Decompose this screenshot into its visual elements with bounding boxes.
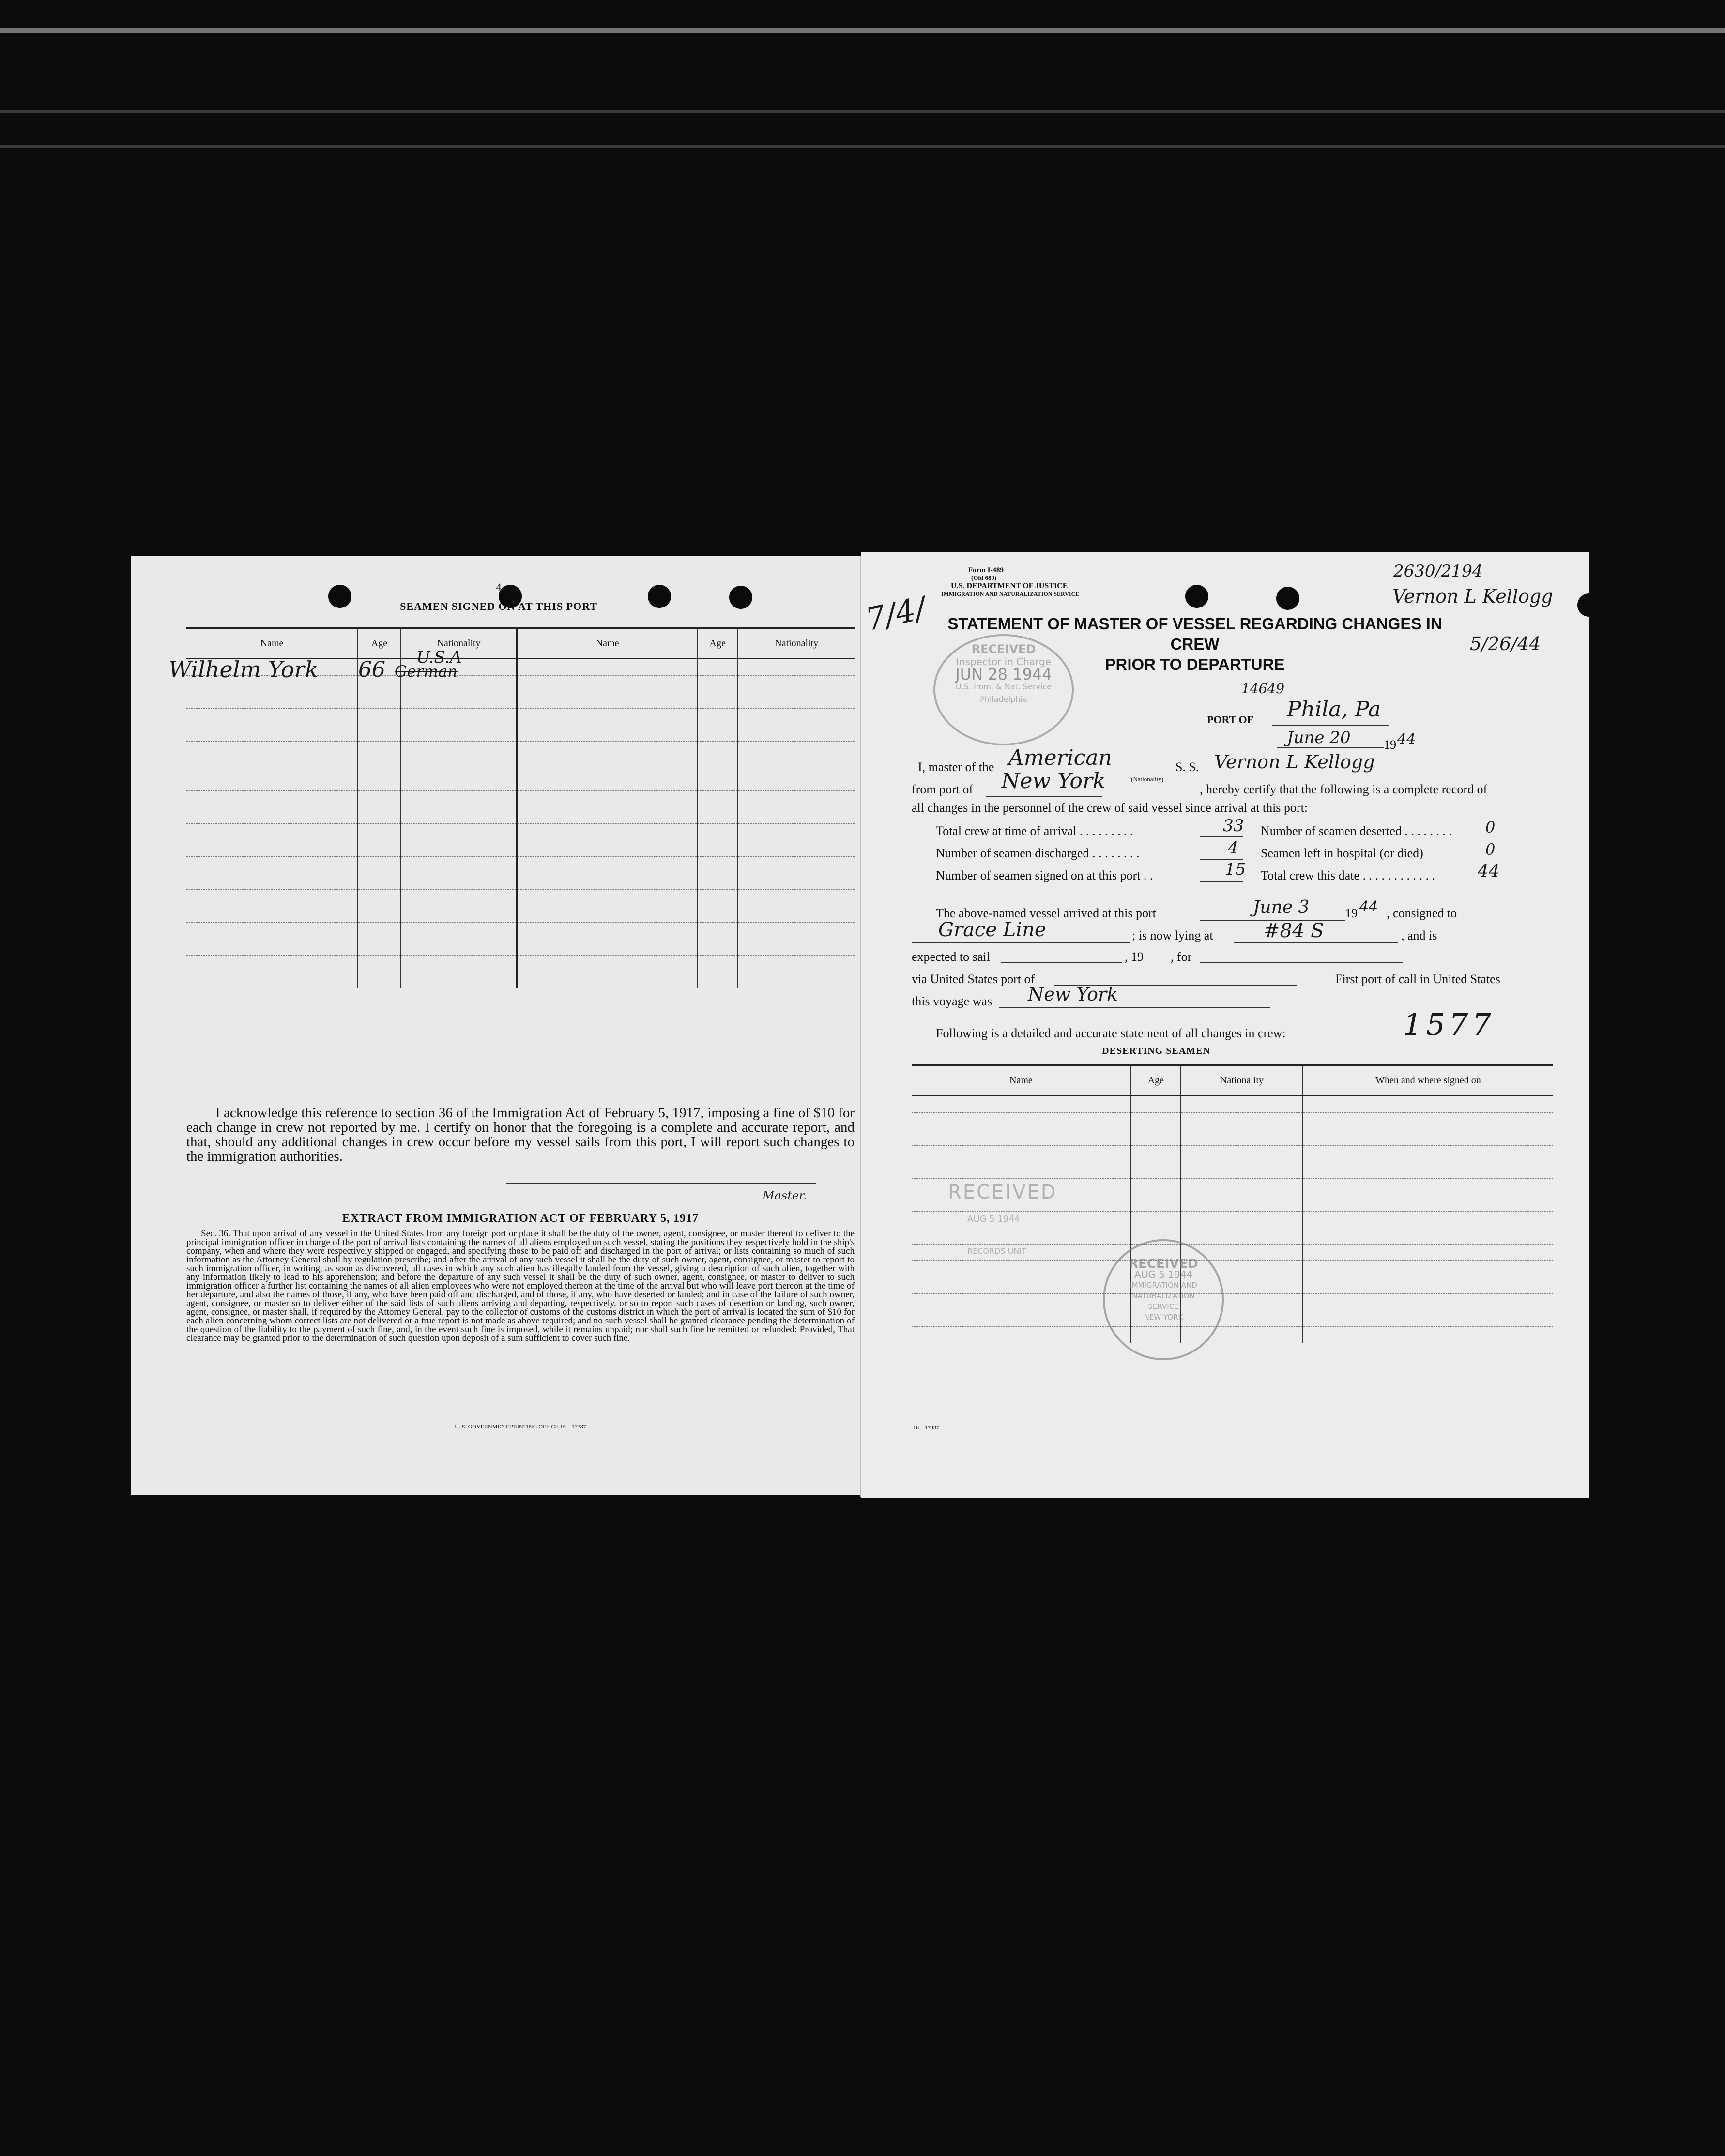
round-stamp-date: AUG 5 1944: [1134, 1269, 1193, 1280]
table-cell: [358, 774, 401, 791]
right-page: [861, 552, 1589, 1498]
table-cell: [517, 725, 697, 742]
column-header-age: Age: [697, 628, 738, 659]
table-cell: [1303, 1277, 1553, 1294]
for-label: , for: [1171, 950, 1192, 964]
master-signature-line: [506, 1183, 816, 1184]
table-cell: [186, 873, 358, 890]
punch-hole: [1185, 585, 1208, 608]
column-header-age: Age: [358, 628, 401, 659]
table-cell: [401, 923, 517, 939]
received-stamp: [933, 634, 1074, 745]
ship-name: Vernon L Kellogg: [1214, 751, 1375, 773]
consignee-line: [912, 942, 1130, 943]
received-stamp-city: Philadelphia: [980, 695, 1027, 704]
arrived-label: The above-named vessel arrived at this port: [936, 906, 1156, 920]
for-line: [1200, 962, 1403, 963]
table-cell: [1303, 1310, 1553, 1327]
table-cell: [1181, 1195, 1303, 1212]
printer-imprint: U. S. GOVERNMENT PRINTING OFFICE 16—17387: [455, 1423, 586, 1430]
table-cell: [1303, 1162, 1553, 1179]
and-is-label: , and is: [1401, 928, 1437, 942]
table-cell: [517, 840, 697, 857]
handwritten-ship-name: Vernon L Kellogg: [1392, 586, 1553, 607]
table-cell: [738, 906, 855, 923]
table-cell: [186, 758, 358, 774]
table-cell: [738, 791, 855, 807]
table-cell: [912, 1096, 1131, 1113]
table-row: [186, 807, 855, 824]
table-cell: [358, 956, 401, 972]
table-cell: [912, 1162, 1131, 1179]
punch-hole: [1577, 593, 1601, 617]
table-cell: [358, 725, 401, 742]
table-row: [186, 709, 855, 725]
handwritten-date: 5/26/44: [1470, 633, 1541, 654]
table-cell: [1131, 1096, 1181, 1113]
table-row: [186, 972, 855, 988]
table-cell: [517, 692, 697, 709]
table-cell: [186, 923, 358, 939]
handwritten-nationality: U.S.A: [416, 648, 462, 667]
table-cell: [1181, 1129, 1303, 1146]
table-cell: [358, 890, 401, 906]
table-row: [186, 824, 855, 840]
table-cell: [1131, 1113, 1181, 1129]
table-cell: [738, 840, 855, 857]
handwritten-file-number: 2630/2194: [1393, 562, 1483, 581]
signed-on-label: Number of seamen signed on at this port . .: [936, 868, 1153, 882]
voyage-value: New York: [1028, 984, 1118, 1005]
table-cell: [186, 725, 358, 742]
table-cell: [697, 923, 738, 939]
table-cell: [358, 906, 401, 923]
table-cell: [1303, 1179, 1553, 1195]
handwritten-number: 14649: [1241, 681, 1285, 697]
table-cell: [697, 807, 738, 824]
round-stamp-title: RECEIVED: [1129, 1257, 1198, 1271]
table-cell: [517, 972, 697, 988]
first-call-label: First port of call in United States: [1335, 972, 1500, 986]
table-cell: [1131, 1179, 1181, 1195]
table-cell: [401, 725, 517, 742]
table-cell: [738, 676, 855, 692]
total-crew-arrival-line: [1200, 836, 1243, 837]
table-cell: [697, 956, 738, 972]
table-cell: [912, 1146, 1131, 1162]
received-records-unit: RECORDS UNIT: [967, 1246, 1026, 1256]
table-cell: [517, 873, 697, 890]
table-cell: [401, 972, 517, 988]
table-cell: [912, 1327, 1131, 1343]
column-header-nationality: Nationality: [1181, 1065, 1303, 1096]
signed-on-line: [1200, 881, 1243, 882]
film-scratch-line: [0, 110, 1725, 113]
table-cell: [1181, 1179, 1303, 1195]
table-cell: [1181, 1212, 1303, 1228]
table-cell: [186, 956, 358, 972]
table-cell: [738, 725, 855, 742]
table-cell: [697, 676, 738, 692]
table-cell: [697, 692, 738, 709]
column-header-name: Name: [517, 628, 697, 659]
table-row: [186, 774, 855, 791]
table-cell: [358, 923, 401, 939]
table-row: [186, 692, 855, 709]
certify-text: , hereby certify that the following is a complete record of: [1200, 782, 1488, 796]
table-cell: [697, 758, 738, 774]
total-today-value: 44: [1478, 862, 1500, 881]
lying-value: #84 S: [1264, 920, 1324, 942]
section-title: SEAMEN SIGNED ON AT THIS PORT: [400, 600, 597, 612]
extract-title: EXTRACT FROM IMMIGRATION ACT OF FEBRUARY 5, 1917: [342, 1212, 699, 1225]
table-cell: [517, 857, 697, 873]
table-cell: [401, 873, 517, 890]
received-records-title: RECEIVED: [948, 1181, 1057, 1203]
port-line: [1272, 725, 1389, 726]
department: U.S. DEPARTMENT OF JUSTICE: [951, 582, 1068, 590]
table-cell: [358, 972, 401, 988]
film-scratch-line: [0, 145, 1725, 148]
table-cell: [517, 709, 697, 725]
table-cell: [358, 824, 401, 840]
form-number: Form I-489: [968, 566, 1004, 574]
via-label: via United States port of: [912, 972, 1035, 986]
total-today-label: Total crew this date . . . . . . . . . . . .: [1261, 868, 1435, 882]
table-row: [186, 906, 855, 923]
table-cell: [186, 972, 358, 988]
table-row: [186, 939, 855, 956]
received-stamp-date: JUN 28 1944: [955, 665, 1052, 683]
table-cell: [1131, 1162, 1181, 1179]
date-year-prefix: 19: [1384, 738, 1396, 752]
table-row: [912, 1146, 1553, 1162]
table-cell: [401, 709, 517, 725]
received-records-stamp: [948, 1181, 1057, 1256]
table-cell: [401, 857, 517, 873]
table-cell: [738, 890, 855, 906]
table-cell: [401, 824, 517, 840]
total-crew-arrival-label: Total crew at time of arrival . . . . . . . . .: [936, 824, 1133, 838]
table-cell: [517, 890, 697, 906]
table-cell: [358, 692, 401, 709]
nationality-caption: (Nationality): [1131, 775, 1164, 783]
arrived-year-prefix: 19: [1345, 906, 1358, 920]
table-row: [186, 725, 855, 742]
table-cell: [1181, 1146, 1303, 1162]
table-row: [912, 1096, 1553, 1113]
table-cell: [912, 1277, 1131, 1294]
table-cell: [738, 774, 855, 791]
table-cell: [401, 791, 517, 807]
table-cell: [186, 791, 358, 807]
table-cell: [1131, 1212, 1181, 1228]
handwritten-initials: 7/4/: [862, 590, 929, 638]
table-cell: [186, 906, 358, 923]
date-value: June 20: [1287, 728, 1351, 747]
table-cell: [358, 807, 401, 824]
table-cell: [1303, 1146, 1553, 1162]
arrived-year: 44: [1359, 898, 1378, 915]
table-cell: [1131, 1195, 1181, 1212]
column-header-name: Name: [912, 1065, 1131, 1096]
received-stamp-title: RECEIVED: [971, 642, 1036, 656]
table-cell: [697, 742, 738, 758]
table-cell: [912, 1113, 1131, 1129]
table-cell: [358, 939, 401, 956]
table-row: [912, 1129, 1553, 1146]
date-line: [1277, 747, 1384, 748]
form-title-line1: STATEMENT OF MASTER OF VESSEL REGARDING CHANGES IN CREW: [947, 615, 1442, 653]
discharged-label: Number of seamen discharged . . . . . . . .: [936, 846, 1140, 860]
hospital-value: 0: [1485, 840, 1496, 859]
master-label: Master.: [763, 1189, 807, 1202]
lying-label: ; is now lying at: [1132, 928, 1213, 942]
table-cell: [697, 791, 738, 807]
port-value: Phila, Pa: [1287, 697, 1381, 722]
deserted-value: 0: [1485, 818, 1496, 836]
acknowledgement-text: I acknowledge this reference to section 36 of the Immigration Act of February 5, 1917, imposing a fine of $10 for each change in crew not reported by me. I certify on honor that the foregoing is a complete and accurate report, and that, should any additional changes in crew occur before my vessel sails from this port, I will report such changes to the immigration authorities.: [186, 1105, 855, 1164]
table-cell: [1303, 1245, 1553, 1261]
arrived-value: June 3: [1253, 897, 1310, 917]
table-cell: [697, 906, 738, 923]
table-cell: [401, 890, 517, 906]
film-scratch-line: [0, 28, 1725, 33]
table-cell: [517, 939, 697, 956]
voyage-label: this voyage was: [912, 994, 992, 1008]
table-cell: [912, 1310, 1131, 1327]
table-cell: [1181, 1096, 1303, 1113]
table-cell: [401, 906, 517, 923]
table-cell: [517, 659, 697, 676]
port-label: PORT OF: [1207, 714, 1253, 726]
table-cell: [186, 742, 358, 758]
table-row: [186, 890, 855, 906]
table-cell: [358, 857, 401, 873]
table-cell: [738, 939, 855, 956]
expected-year: , 19: [1125, 950, 1144, 964]
table-row: [912, 1310, 1553, 1327]
table-cell: [1303, 1096, 1553, 1113]
table-cell: [1303, 1212, 1553, 1228]
signed-on-value: 15: [1225, 860, 1246, 879]
printer-imprint: 16—17387: [913, 1424, 939, 1431]
table-cell: [912, 1294, 1131, 1310]
table-cell: [738, 824, 855, 840]
table-cell: [1131, 1129, 1181, 1146]
table-cell: [186, 692, 358, 709]
punch-hole: [729, 586, 752, 609]
table-cell: [358, 758, 401, 774]
table-cell: [358, 840, 401, 857]
table-cell: [358, 791, 401, 807]
table-row: [186, 791, 855, 807]
table-cell: [401, 956, 517, 972]
table-cell: [738, 659, 855, 676]
table-cell: [1303, 1294, 1553, 1310]
received-stamp-office: Inspector in Charge: [956, 656, 1051, 668]
table-cell: [517, 807, 697, 824]
table-cell: [517, 906, 697, 923]
hospital-label: Seamen left in hospital (or died): [1261, 846, 1423, 860]
table-cell: [697, 725, 738, 742]
table-cell: [186, 857, 358, 873]
table-cell: [401, 939, 517, 956]
round-stamp-city: NEW YORK: [1144, 1313, 1183, 1321]
table-cell: [697, 659, 738, 676]
table-cell: [1181, 1113, 1303, 1129]
table-cell: [738, 758, 855, 774]
table-row: [912, 1261, 1553, 1277]
table-row: [186, 873, 855, 890]
column-header-age: Age: [1131, 1065, 1181, 1096]
table-cell: [738, 956, 855, 972]
table-cell: [1303, 1228, 1553, 1245]
from-port-label: from port of: [912, 782, 974, 796]
table-row: [186, 923, 855, 939]
table-cell: [186, 774, 358, 791]
certify-text-2: all changes in the personnel of the crew of said vessel since arrival at this port:: [912, 801, 1308, 815]
table-cell: [697, 840, 738, 857]
table-cell: [1181, 1162, 1303, 1179]
table-cell: [186, 890, 358, 906]
deserted-label: Number of seamen deserted . . . . . . . .: [1261, 824, 1452, 838]
table-cell: [738, 692, 855, 709]
table-cell: [517, 676, 697, 692]
table-cell: [401, 774, 517, 791]
table-cell: [517, 791, 697, 807]
table-cell: [1303, 1113, 1553, 1129]
table-cell: [401, 692, 517, 709]
table-cell: [401, 742, 517, 758]
table-row: [912, 1162, 1553, 1179]
table-cell: [517, 758, 697, 774]
table-row: [912, 1113, 1553, 1129]
total-crew-arrival-value: 33: [1223, 816, 1244, 835]
table-row: [912, 1294, 1553, 1310]
table-cell: [401, 807, 517, 824]
table-row: [186, 742, 855, 758]
table-row: [186, 857, 855, 873]
table-cell: [517, 774, 697, 791]
table-cell: [738, 923, 855, 939]
table-cell: [697, 972, 738, 988]
round-received-stamp: [1103, 1239, 1224, 1360]
table-cell: [738, 742, 855, 758]
form-title-line2: PRIOR TO DEPARTURE: [1105, 655, 1285, 673]
table-cell: [1181, 1228, 1303, 1245]
table-cell: [1131, 1146, 1181, 1162]
column-header-nationality: Nationality: [401, 628, 517, 659]
table-row: [912, 1277, 1553, 1294]
table-cell: [697, 939, 738, 956]
table-cell: [186, 824, 358, 840]
table-cell: [697, 873, 738, 890]
handwritten-seaman-age: 66: [358, 657, 385, 682]
table-cell: [358, 742, 401, 758]
master-of-label: I, master of the: [918, 760, 994, 774]
punch-hole: [1276, 587, 1299, 610]
table-cell: [697, 857, 738, 873]
handwritten-struck-nationality: German: [395, 662, 458, 681]
received-stamp-service: U.S. Imm. & Nat. Service: [955, 682, 1052, 691]
table-cell: [1303, 1261, 1553, 1277]
table-cell: [186, 840, 358, 857]
handwritten-code: 1577: [1403, 1007, 1495, 1042]
table-row: [912, 1327, 1553, 1343]
table-cell: [517, 824, 697, 840]
ss-label: S. S.: [1175, 760, 1199, 774]
from-port-value: New York: [1001, 769, 1106, 793]
table-cell: [517, 923, 697, 939]
expected-line: [1001, 962, 1122, 963]
table-cell: [517, 956, 697, 972]
table-cell: [401, 758, 517, 774]
nationality-value: American: [1008, 745, 1112, 770]
consignee-value: Grace Line: [938, 919, 1046, 941]
table-cell: [517, 742, 697, 758]
table-cell: [1303, 1327, 1553, 1343]
table-cell: [186, 939, 358, 956]
table-cell: [186, 807, 358, 824]
received-records-date: AUG 5 1944: [967, 1214, 1020, 1224]
table-row: [186, 956, 855, 972]
table-cell: [738, 709, 855, 725]
lying-line: [1234, 942, 1398, 943]
following-label: Following is a detailed and accurate statement of all changes in crew:: [936, 1026, 1286, 1040]
table-cell: [401, 840, 517, 857]
voyage-line: [999, 1007, 1270, 1008]
left-page: [131, 556, 867, 1495]
column-header-name: Name: [186, 628, 358, 659]
table-cell: [1303, 1129, 1553, 1146]
deserting-title: DESERTING SEAMEN: [1102, 1046, 1210, 1056]
discharged-value: 4: [1228, 838, 1238, 858]
table-cell: [738, 972, 855, 988]
table-cell: [912, 1129, 1131, 1146]
from-port-line: [986, 796, 1102, 797]
table-cell: [697, 709, 738, 725]
page-number: 4: [496, 581, 502, 593]
table-cell: [912, 1261, 1131, 1277]
table-cell: [358, 709, 401, 725]
table-row: [186, 840, 855, 857]
extract-text: Sec. 36. That upon arrival of any vessel in the United States from any foreign port or place it shall be the duty of the owner, agent, consignee, or master thereof to deliver to the principal immigration officer in charge of the port of arrival lists containing the names of all aliens employed on such vessel, stating the positions they respectively hold in the ship's company, when and where they were respectively shipped or engaged, and specifying those to be paid off and discharged in the port of arrival; or lists containing so much of such information as the Attorney General shall by regulation prescribe; and after the arrival of any such vessel it shall be the duty of such owner, agent, consignee, or master to report to such immigration officer, in writing, as soon as discovered, all cases in which any such alien has illegally landed from the vessel, giving a description of such alien, together with any information likely to lead to his apprehension; and before the departure of any such vessel it shall be the duty of such owner, agent, consignee, or master to deliver to such immigration officer a further list containing the names of all alien employees who were not employed thereon at the time of the arrival but who will leave port thereon at the time of her departure, and also the names of those, if any, who have been paid off and discharged, and of those, if any, who have deserted or landed; and in case of the failure of such owner, agent, consignee, or master so to deliver either of the said lists of such aliens arriving and departing, respectively, or so to report such cases of desertion or landing, such owner, agent, consignee, or master shall, if required by the Attorney General, pay to the collector of customs of the customs district in which the port of arrival is located the sum of $10 for each alien concerning whom correct lists are not delivered or a true report is not made as above required; and no such vessel shall be granted clearance pending the determination of the question of the liability to the payment of such fine, and, in the event such fine is imposed, while it remains unpaid; nor shall such fine be remitted or refunded: Provided, That clearance may be granted prior to the determination of such question upon deposit of a sum sufficient to cover such fine.: [186, 1229, 855, 1343]
table-cell: [738, 857, 855, 873]
table-cell: [358, 873, 401, 890]
column-header-nationality: Nationality: [738, 628, 855, 659]
date-year-suffix: 44: [1397, 731, 1416, 748]
handwritten-seaman-name: Wilhelm York: [168, 656, 319, 683]
service: IMMIGRATION AND NATURALIZATION SERVICE: [941, 591, 1080, 597]
table-cell: [697, 774, 738, 791]
table-cell: [738, 807, 855, 824]
table-row: [186, 758, 855, 774]
column-header-when-where: When and where signed on: [1303, 1065, 1553, 1096]
table-cell: [697, 890, 738, 906]
form-old-number: (Old 680): [971, 574, 997, 581]
expected-label: expected to sail: [912, 950, 990, 964]
table-cell: [186, 709, 358, 725]
consigned-label: , consigned to: [1387, 906, 1457, 920]
table-cell: [697, 824, 738, 840]
round-stamp-service: IMMIGRATION AND NATURALIZATION SERVICE: [1130, 1281, 1197, 1311]
table-cell: [738, 873, 855, 890]
table-cell: [1303, 1195, 1553, 1212]
